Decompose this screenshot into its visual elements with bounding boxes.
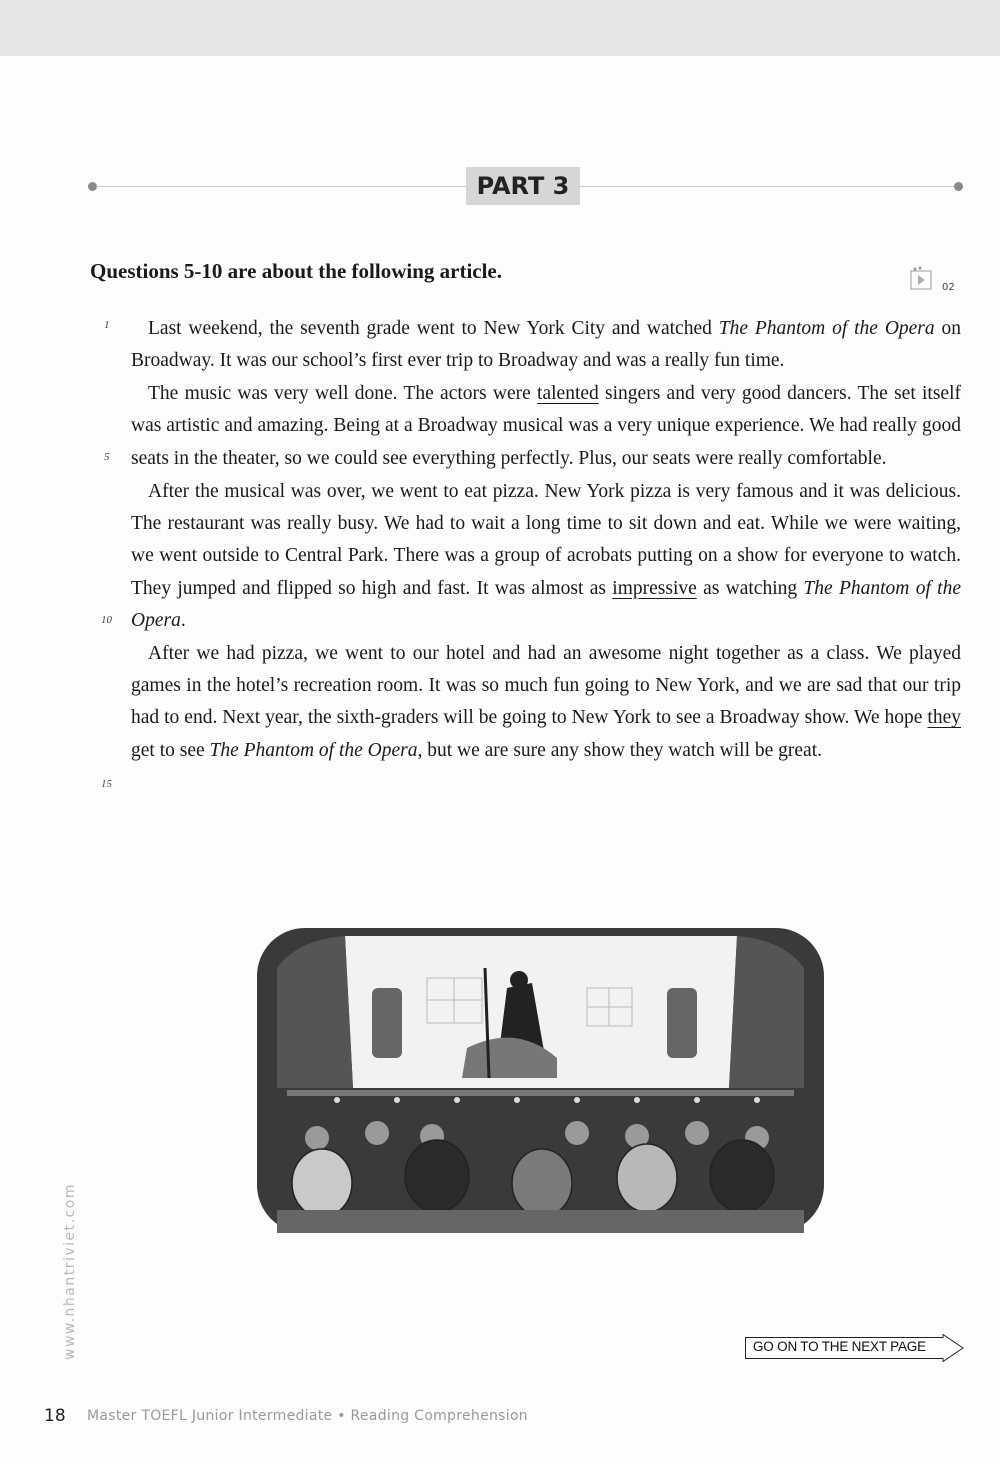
line-number: 1 [104,319,110,331]
underlined-word-they: they [927,707,961,729]
audio-track-number: 02 [942,282,955,293]
article-paragraph-4: After we had pizza, we went to our hotel and had an awesome night together as a class. We played games in the hotel’s recreation room. It was so much fun going to New York, and we are sad that our trip had to end. Next year, the sixth-graders will be going to New York to see a Broadway show. We hope they get to see The Phantom of the Opera, but we are sure any show they watch will be great. [131,642,961,761]
part-label: PART 3 [466,167,580,205]
next-page-button[interactable] [745,1334,965,1362]
underlined-word-impressive: impressive [612,577,697,599]
rule-right-dot [954,182,963,191]
article-paragraph-2: The music was very well done. The actors were talented singers and very good dancers. The set itself was artistic and amazing. Being at a Broadway musical was a very unique experience. We had really good seats in the theater, so we could see everything perfectly. Plus, our seats were really comfortable. [131,383,961,469]
top-band [0,0,1000,56]
page-number: 18 [44,1406,66,1426]
audio-track-icon[interactable] [908,265,936,293]
next-page-label: GO ON TO THE NEXT PAGE [753,1339,926,1354]
article-paragraph-3: After the musical was over, we went to eat pizza. New York pizza is very famous and it was delicious. The restaurant was really busy. We had to wait a long time to sit down and eat. While we were waiting, we went outside to Central Park. There was a group of acrobats putting on a show for everyone to watch. They jumped and flipped so high and fast. It was almost as impressive as watching The Phantom of the Opera. [131,480,961,631]
watermark: www.nhantriviet.com [62,1183,78,1360]
line-number: 5 [104,451,110,463]
underlined-word-talented: talented [537,383,599,405]
book-title: Master TOEFL Junior Intermediate • Reading Comprehension [87,1408,528,1424]
play-title: The Phantom of the Opera [131,577,961,631]
line-number: 10 [101,614,112,626]
theater-illustration [257,928,824,1233]
play-title: The Phantom of the Opera [718,318,935,339]
article-paragraph-1: Last weekend, the seventh grade went to New York City and watched The Phantom of the Opera on Broadway. It was our school’s first ever trip to Broadway and was a really fun time. [131,318,961,372]
line-number: 15 [101,778,112,790]
article-body [131,313,961,768]
questions-title: Questions 5-10 are about the following article. [90,259,503,283]
rule-right [580,186,955,187]
play-title: The Phantom of the Opera [209,739,418,761]
rule-left [96,186,466,187]
